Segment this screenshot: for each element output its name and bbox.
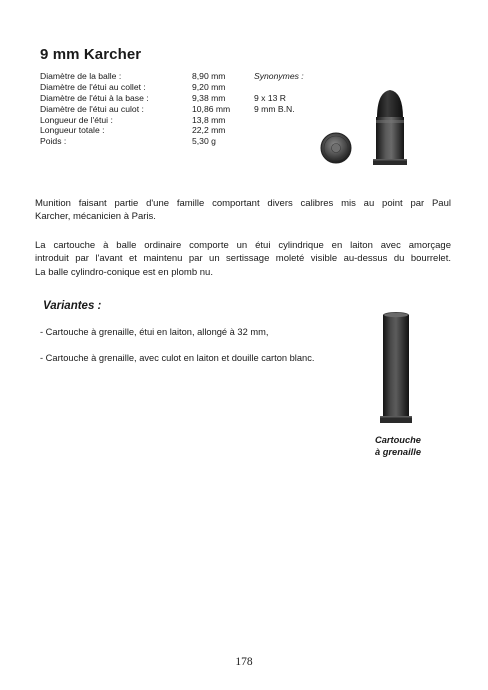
description-paragraph-2	[35, 239, 451, 279]
page-title: 9 mm Karcher	[40, 46, 142, 63]
description-paragraph-1	[35, 197, 451, 224]
synonym-item: 9 x 13 R	[254, 92, 287, 103]
text-line: La balle cylindro-conique est en plomb nu.	[35, 266, 213, 278]
synonyms-heading: Synonymes :	[254, 71, 304, 81]
caption-line: à grenaille	[375, 447, 421, 457]
text-line: Munition faisant partie d'une famille comportant divers calibres mis au point par Paul	[35, 198, 451, 209]
spec-value: 8,90 mm	[192, 71, 226, 81]
spec-label: Diamètre de l'étui à la base :	[40, 92, 149, 103]
spec-row	[40, 136, 340, 147]
variant-item: - Cartouche à grenaille, étui en laiton, allongé à 32 mm,	[40, 327, 269, 337]
spec-value: 9,38 mm	[192, 92, 226, 103]
photo-caption	[360, 434, 436, 458]
spec-value: 5,30 g	[192, 136, 216, 147]
spec-label: Poids :	[40, 136, 67, 147]
cartridge-photo	[318, 88, 418, 172]
spec-label: Diamètre de l'étui au collet :	[40, 81, 146, 92]
spec-value: 10,86 mm	[192, 103, 231, 114]
spec-value: 22,2 mm	[192, 125, 226, 136]
variants-heading: Variantes :	[43, 300, 102, 312]
spec-row	[40, 125, 340, 136]
spec-label: Longueur totale :	[40, 125, 105, 136]
synonym-item: 9 mm B.N.	[254, 103, 295, 114]
text-line: La cartouche à balle ordinaire comporte un étui cylindrique en laiton avec amorçage	[35, 240, 451, 251]
spec-label: Longueur de l'étui :	[40, 114, 113, 125]
synonyms-block	[254, 71, 304, 115]
text-line: Karcher, mécanicien à Paris.	[35, 211, 156, 223]
spec-row	[40, 115, 340, 126]
spec-label: Diamètre de la balle :	[40, 71, 122, 81]
variant-item: - Cartouche à grenaille, avec culot en laiton et douille carton blanc.	[40, 353, 315, 363]
page-number: 178	[235, 656, 253, 668]
spec-value: 13,8 mm	[192, 114, 226, 125]
text-line: introduit par l'avant et maintenu par un sertissage moleté visible au-dessus du bourrelet.	[35, 253, 451, 265]
spec-label: Diamètre de l'étui au culot :	[40, 103, 144, 114]
shot-cartridge-photo	[374, 310, 420, 430]
caption-line: Cartouche	[375, 435, 421, 445]
spec-value: 9,20 mm	[192, 81, 226, 92]
